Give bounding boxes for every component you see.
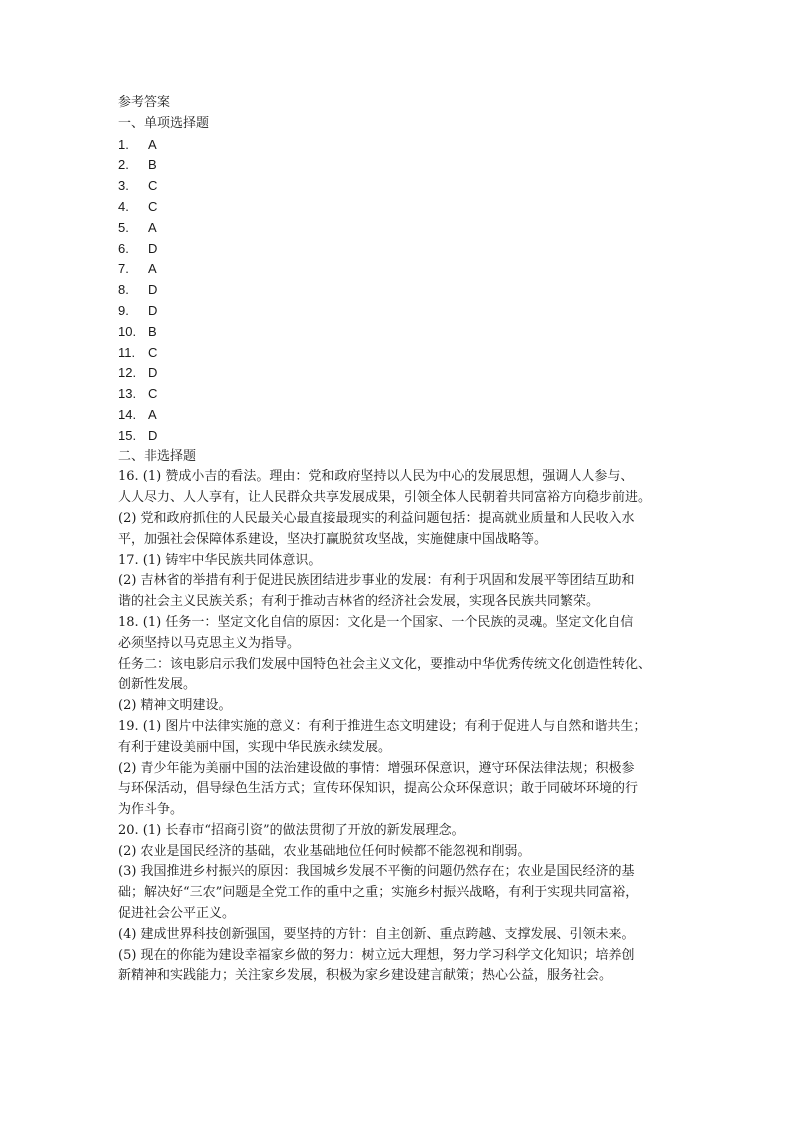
question-number: 15. xyxy=(118,427,137,443)
answer-text-line: 创新性发展。 xyxy=(118,677,197,693)
answer-choice: C xyxy=(148,344,158,360)
answer-choice: C xyxy=(148,386,158,402)
answer-choice: A xyxy=(148,136,157,152)
answer-text-line: 18. (1) 任务一：坚定文化自信的原因：文化是一个国家、一个民族的灵魂。坚定文化自信 xyxy=(118,614,634,630)
answer-choice: D xyxy=(148,282,158,298)
answer-document xyxy=(118,93,680,987)
answer-text-line: 19. (1) 图片中法律实施的意义：有利于推进生态文明建设；有利于促进人与自然和谐共生； xyxy=(118,718,647,734)
question-number: 10. xyxy=(118,323,137,339)
answer-row xyxy=(118,405,680,426)
answer-row xyxy=(118,426,680,447)
answer-choice: D xyxy=(148,240,158,256)
question-number: 3. xyxy=(118,178,129,194)
answer-text-line: 16. (1) 赞成小吉的看法。理由：党和政府坚持以人民为中心的发展思想，强调人人参与、 xyxy=(118,469,634,485)
answer-row xyxy=(118,135,680,156)
single-choice-answer-list xyxy=(118,135,680,447)
answer-row xyxy=(118,259,680,280)
question-number: 8. xyxy=(118,282,129,298)
answer-text-line: 谐的社会主义民族关系；有利于推动吉林省的经济社会发展，实现各民族共同繁荣。 xyxy=(118,594,600,610)
question-number: 12. xyxy=(118,365,137,381)
answer-text-line: (2) 农业是国民经济的基础，农业基础地位任何时候都不能忽视和削弱。 xyxy=(118,843,531,859)
section-heading-non-choice: 二、非选择题 xyxy=(118,448,197,464)
answer-row xyxy=(118,239,680,260)
answer-choice: D xyxy=(148,427,158,443)
question-number: 11. xyxy=(118,344,136,360)
answer-row xyxy=(118,155,680,176)
answer-text-line: (2) 党和政府抓住的人民最关心最直接最现实的利益问题包括：提高就业质量和人民收入水 xyxy=(118,510,635,526)
answer-row xyxy=(118,322,680,343)
question-number: 2. xyxy=(118,157,129,173)
document-title: 参考答案 xyxy=(118,95,171,110)
non-choice-answers xyxy=(118,467,680,987)
section-heading-single-choice: 一、单项选择题 xyxy=(118,115,210,131)
answer-choice: A xyxy=(148,406,157,422)
answer-row xyxy=(118,197,680,218)
answer-text-line: (3) 我国推进乡村振兴的原因：我国城乡发展不平衡的问题仍然存在；农业是国民经济的基 xyxy=(118,864,635,880)
answer-choice: C xyxy=(148,198,158,214)
answer-text-line: 新精神和实践能力；关注家乡发展，积极为家乡建设建言献策；热心公益，服务社会。 xyxy=(118,968,613,984)
answer-row xyxy=(118,280,680,301)
answer-text-line: 17. (1) 铸牢中华民族共同体意识。 xyxy=(118,552,322,568)
answer-text-line: (2) 青少年能为美丽中国的法治建设做的事情：增强环保意识，遵守环保法律法规；积极参 xyxy=(118,760,635,776)
answer-row xyxy=(118,363,680,384)
answer-choice: A xyxy=(148,261,157,277)
answer-text-line: 任务二：该电影启示我们发展中国特色社会主义文化，要推动中华优秀传统文化创造性转化、 xyxy=(118,656,652,672)
answer-choice: B xyxy=(148,157,157,173)
question-number: 14. xyxy=(118,406,137,422)
answer-choice: A xyxy=(148,219,157,235)
answer-row xyxy=(118,343,680,364)
answer-choice: D xyxy=(148,302,158,318)
answer-text-line: 础；解决好“三农”问题是全党工作的重中之重；实施乡村振兴战略，有利于实现共同富裕， xyxy=(118,885,639,901)
question-number: 4. xyxy=(118,198,129,214)
answer-text-line: 20. (1) 长春市“招商引资”的做法贯彻了开放的新发展理念。 xyxy=(118,822,465,838)
question-number: 5. xyxy=(118,219,129,235)
answer-text-line: (5) 现在的你能为建设幸福家乡做的努力：树立远大理想，努力学习科学文化知识；培养创 xyxy=(118,947,635,963)
answer-text-line: 为作斗争。 xyxy=(118,802,184,818)
answer-choice: C xyxy=(148,178,158,194)
answer-row xyxy=(118,176,680,197)
answer-row xyxy=(118,218,680,239)
question-number: 13. xyxy=(118,386,137,402)
question-number: 1. xyxy=(118,136,129,152)
answer-text-line: 与环保活动，倡导绿色生活方式；宣传环保知识，提高公众环保意识；敢于同破坏环境的行 xyxy=(118,781,639,797)
answer-text-line: (4) 建成世界科技创新强国，要坚持的方针：自主创新、重点跨越、支撑发展、引领未来。 xyxy=(118,926,635,942)
answer-text-line: (2) 精神文明建设。 xyxy=(118,698,232,714)
answer-text-line: 平，加强社会保障体系建设，坚决打赢脱贫攻坚战，实施健康中国战略等。 xyxy=(118,531,548,547)
answer-row xyxy=(118,384,680,405)
question-number: 6. xyxy=(118,240,129,256)
answer-choice: B xyxy=(148,323,157,339)
answer-row xyxy=(118,301,680,322)
answer-text-line: 人人尽力、人人享有，让人民群众共享发展成果，引领全体人民朝着共同富裕方向稳步前进。 xyxy=(118,490,652,506)
question-number: 7. xyxy=(118,261,129,277)
answer-text-line: 必须坚持以马克思主义为指导。 xyxy=(118,635,301,651)
answer-choice: D xyxy=(148,365,158,381)
answer-text-line: 有利于建设美丽中国，实现中华民族永续发展。 xyxy=(118,739,392,755)
answer-text-line: 促进社会公平正义。 xyxy=(118,906,236,922)
answer-text-line: (2) 吉林省的举措有利于促进民族团结进步事业的发展：有利于巩固和发展平等团结互助和 xyxy=(118,573,635,589)
question-number: 9. xyxy=(118,302,129,318)
